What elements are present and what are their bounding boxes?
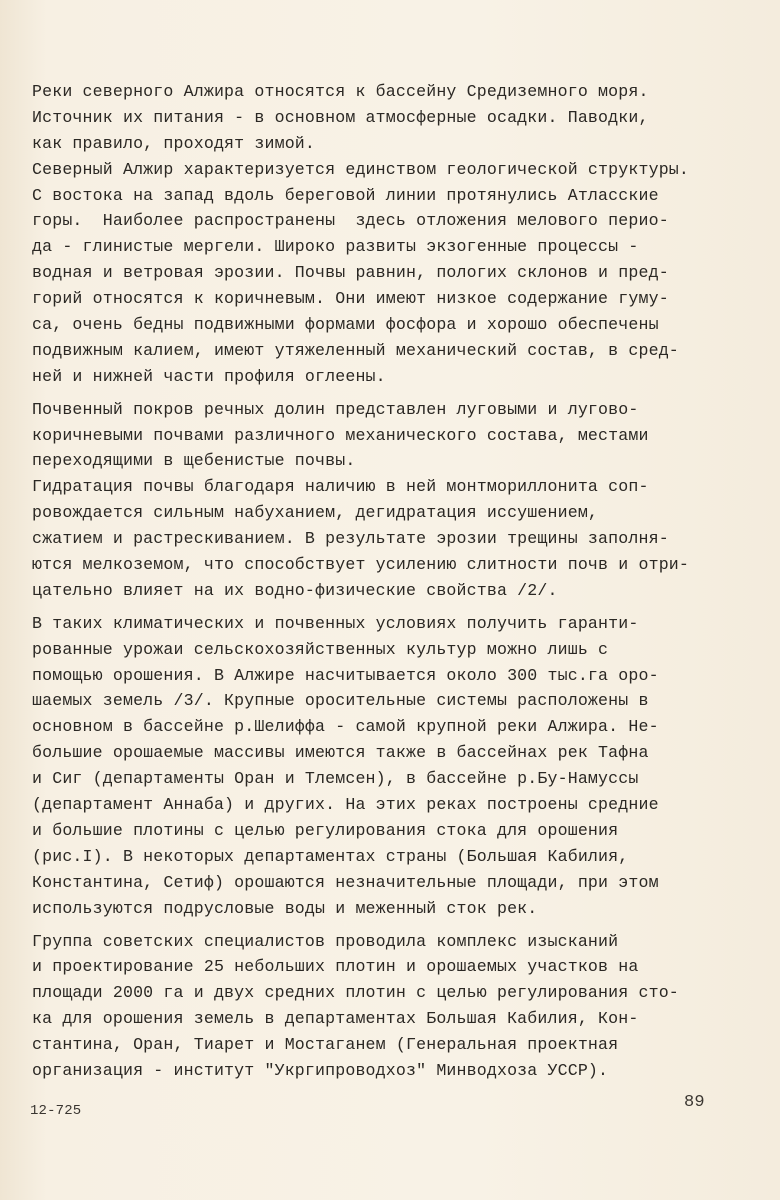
text-line: Группа советских специалистов проводила комплекс изысканий — [32, 931, 619, 951]
text-line: са, очень бедны подвижными формами фосфора и хорошо обеспечены — [32, 315, 659, 335]
signature-mark: 12-725 — [30, 1103, 82, 1119]
text-line: водная и ветровая эрозии. Почвы равнин, пологих склонов и пред- — [32, 263, 669, 283]
text-line: Гидратация почвы благодаря наличию в ней монтмориллонита соп- — [32, 477, 649, 497]
text-line: да - глинистые мергели. Широко развиты экзогенные процессы - — [32, 237, 639, 257]
paragraph-6 — [32, 929, 757, 1084]
body-text — [32, 79, 757, 1084]
paragraph-1 — [32, 79, 757, 157]
text-line: ка для орошения земель в департаментах Большая Кабилия, Кон- — [32, 1009, 639, 1029]
text-line: Источник их питания - в основном атмосферные осадки. Паводки, — [32, 107, 649, 127]
text-line: основном в бассейне р.Шелиффа - самой крупной реки Алжира. Не- — [32, 717, 659, 737]
text-line: В таких климатических и почвенных условиях получить гаранти- — [32, 613, 639, 633]
text-line: Северный Алжир характеризуется единством геологической структуры. — [32, 159, 690, 179]
paragraph-2 — [32, 157, 757, 390]
text-line: горий относятся к коричневым. Они имеют низкое содержание гуму- — [32, 289, 669, 309]
text-line: подвижным калием, имеют утяжеленный механический состав, в сред- — [32, 340, 679, 360]
text-line: стантина, Оран, Тиарет и Мостаганем (Генеральная проектная — [32, 1035, 619, 1055]
text-line: рованные урожаи сельскохозяйственных культур можно лишь с — [32, 639, 609, 659]
text-line: и большие плотины с целью регулирования стока для орошения — [32, 820, 619, 840]
text-line: ней и нижней части профиля оглеены. — [32, 366, 386, 386]
text-line: горы. Наиболее распространены здесь отложения мелового перио- — [32, 211, 669, 231]
page-number: 89 — [684, 1093, 705, 1112]
text-line: и Сиг (департаменты Оран и Тлемсен), в бассейне р.Бу-Намуссы — [32, 769, 639, 789]
text-line: шаемых земель /3/. Крупные оросительные системы расположены в — [32, 691, 649, 711]
text-line: коричневыми почвами различного механического состава, местами — [32, 425, 649, 445]
paragraph-5 — [32, 611, 757, 922]
text-line: ются мелкоземом, что способствует усилению слитности почв и отри- — [32, 555, 690, 575]
text-line: организация - институт "Укргипроводхоз" Минводхоза УССР). — [32, 1060, 609, 1080]
text-line: С востока на запад вдоль береговой линии протянулись Атласские — [32, 185, 659, 205]
text-line: Почвенный покров речных долин представлен луговыми и лугово- — [32, 399, 639, 419]
text-line: Константина, Сетиф) орошаются незначительные площади, при этом — [32, 872, 659, 892]
text-line: сжатием и растрескиванием. В результате эрозии трещины заполня- — [32, 529, 669, 549]
text-line: цательно влияет на их водно-физические свойства /2/. — [32, 580, 558, 600]
text-line: переходящими в щебенистые почвы. — [32, 451, 356, 471]
text-line: и проектирование 25 небольших плотин и орошаемых участков на — [32, 957, 639, 977]
text-line: помощью орошения. В Алжире насчитывается около 300 тыс.га оро- — [32, 665, 659, 685]
text-line: (департамент Аннаба) и других. На этих реках построены средние — [32, 795, 659, 815]
text-line: большие орошаемые массивы имеются также в бассейнах рек Тафна — [32, 743, 649, 763]
text-line: площади 2000 га и двух средних плотин с целью регулирования сто- — [32, 983, 679, 1003]
text-line: Реки северного Алжира относятся к бассейну Средиземного моря. — [32, 82, 649, 101]
text-line: ровождается сильным набуханием, дегидратация иссушением, — [32, 503, 599, 523]
text-line: используются подрусловые воды и меженный сток рек. — [32, 898, 538, 918]
paragraph-3 — [32, 397, 757, 475]
paragraph-4 — [32, 474, 757, 603]
text-line: как правило, проходят зимой. — [32, 133, 316, 153]
text-line: (рис.I). В некоторых департаментах страны (Большая Кабилия, — [32, 846, 629, 866]
